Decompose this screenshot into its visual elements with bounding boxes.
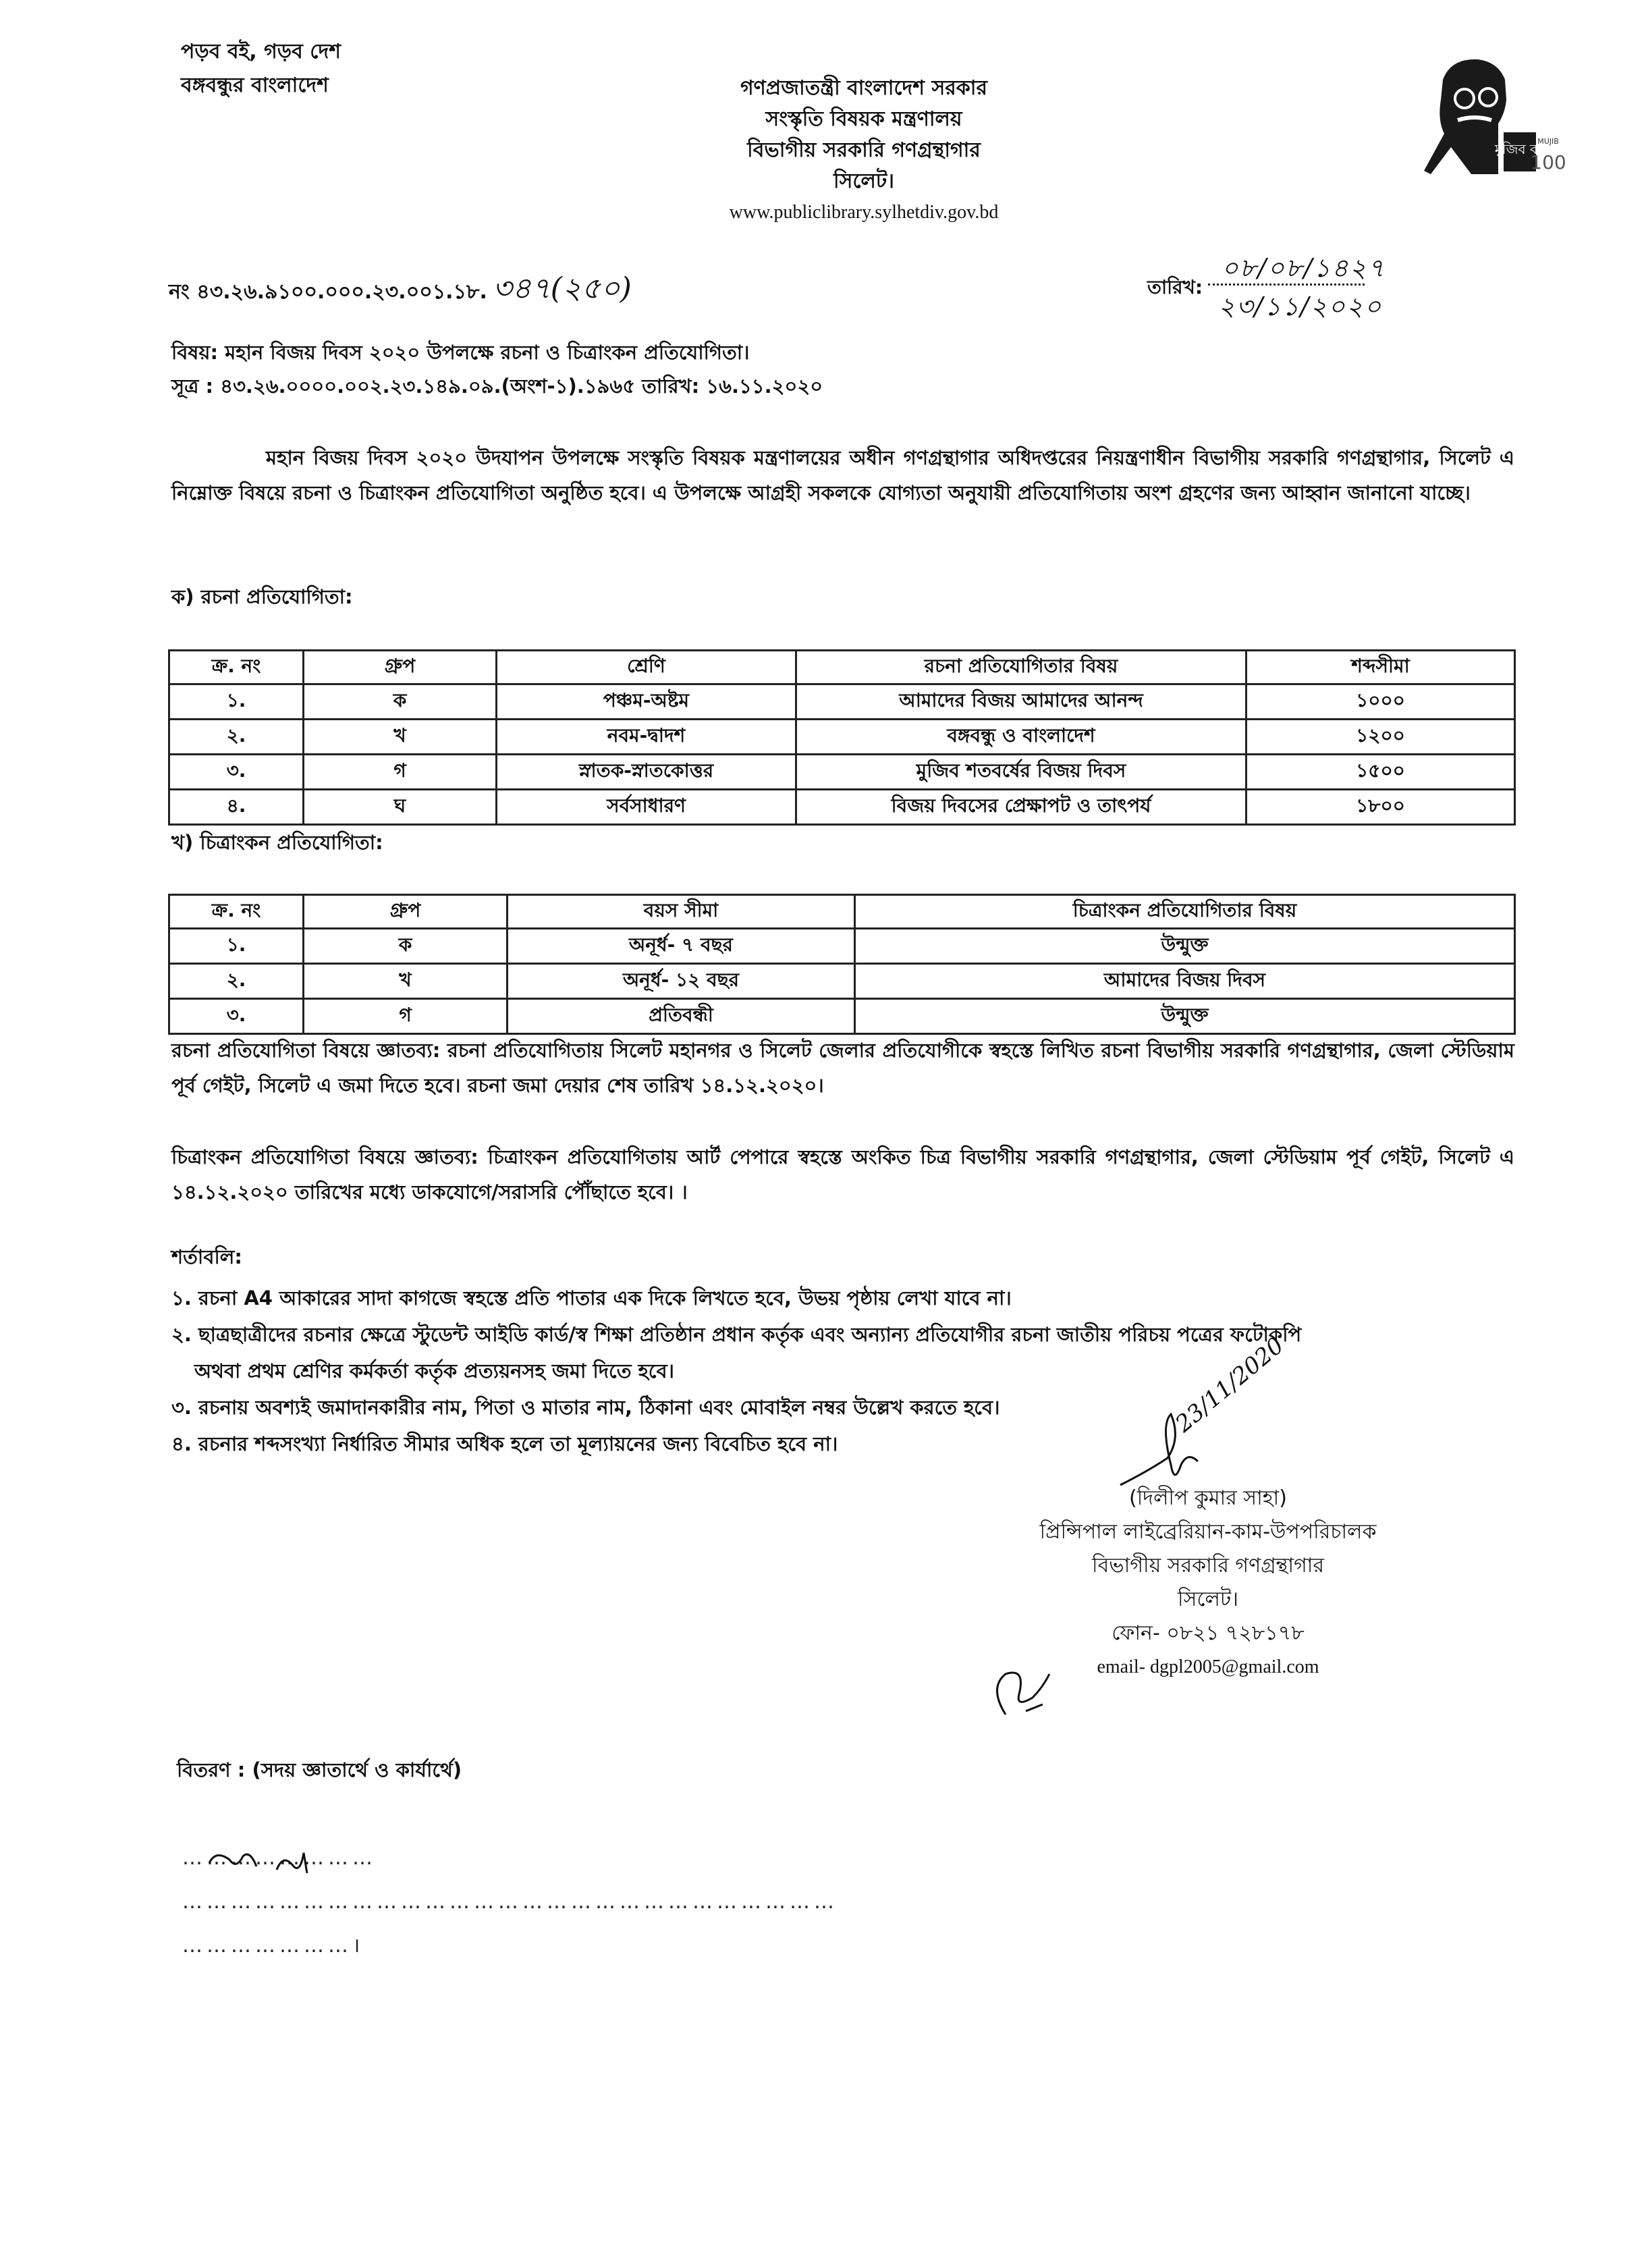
- condition-item: ৪. রচনার শব্দসংখ্যা নির্ধারিত সীমার অধিক হলে তা মূল্যায়নের জন্য বিবেচিত হবে না।: [171, 1432, 838, 1455]
- slogan-line-2: বঙ্গবন্ধুর বাংলাদেশ: [181, 74, 329, 97]
- essay-note: রচনা প্রতিযোগিতা বিষয়ে জ্ঞাতব্য: রচনা প্রতিযোগিতায় সিলেট মহানগর ও সিলেট জেলার প্রতিযোগীকে স্বহস্তে লিখিত রচনা বিভাগীয় সরকারি গণগ্রন্থাগার, জেলা স্টেডিয়াম পূর্ব গেইট, সিলেট এ জমা দিতে হবে। রচনা জমা দেয়ার শেষ তারিখ ১৪.১২.২০২০।: [171, 1039, 1514, 1097]
- table-cell: নবম-দ্বাদশ: [497, 720, 796, 755]
- condition-item: ২. ছাত্রছাত্রীদের রচনার ক্ষেত্রে স্টুডেন্ট আইডি কার্ড/স্ব শিক্ষা প্রতিষ্ঠান প্রধান কর্তৃক এবং অন্যান্য প্রতিযোগীর রচনা জাতীয় পরিচয় পত্রের ফটোকপি: [171, 1323, 1302, 1346]
- table-cell: বিজয় দিবসের প্রেক্ষাপট ও তাৎপর্য: [796, 790, 1246, 825]
- table-row: [169, 929, 1515, 964]
- table-cell: ২.: [169, 964, 304, 999]
- table-cell: ২.: [169, 720, 304, 755]
- table-cell: ১২০০: [1246, 720, 1515, 755]
- signatory-name: (দিলীপ কুমার সাহা): [1129, 1486, 1287, 1510]
- table-cell: উন্মুক্ত: [855, 999, 1515, 1034]
- condition-item-continued: অথবা প্রথম শ্রেণির কর্মকর্তা কর্তৃক প্রত্যয়নসহ জমা দিতে হবে।: [194, 1359, 674, 1382]
- table-cell: ১৮০০: [1246, 790, 1515, 825]
- conditions-list: [171, 1280, 1514, 1462]
- svg-text:MUJIB: MUJIB: [1537, 137, 1559, 146]
- memo-number-handwritten: ৩৪৭(২৫০): [492, 271, 632, 306]
- memo-number: [169, 266, 632, 315]
- table-cell: সর্বসাধারণ: [497, 790, 796, 825]
- table-cell: আমাদের বিজয় দিবস: [855, 964, 1515, 999]
- officer-signature: [1107, 1411, 1309, 1485]
- table-cell: ৩.: [169, 999, 304, 1034]
- table-cell: অনূর্ধ- ৭ বছর: [508, 929, 855, 964]
- table-cell: খ: [304, 720, 497, 755]
- intro-paragraph: মহান বিজয় দিবস ২০২০ উদযাপন উপলক্ষে সংস্কৃতি বিষয়ক মন্ত্রণালয়ের অধীন গণগ্রন্থাগার অধিদপ্তরের নিয়ন্ত্রণাধীন বিভাগীয় সরকারি গণগ্রন্থাগার, সিলেট এ নিম্নোক্ত বিষয়ে রচনা ও চিত্রাংকন প্রতিযোগিতা অনুষ্ঠিত হবে। এ উপলক্ষে আগ্রহী সকলকে যোগ্যতা অনুযায়ী প্রতিযোগিতায় অংশ গ্রহণের জন্য আহ্বান জানানো যাচ্ছে।: [171, 446, 1514, 504]
- initial-signature: [985, 1660, 1060, 1721]
- conditions-title: শর্তাবলি:: [171, 1245, 242, 1268]
- signature-date: 23/11/2020: [1170, 1332, 1290, 1438]
- table-cell: মুজিব শতবর্ষের বিজয় দিবস: [796, 755, 1246, 790]
- table-cell: স্নাতক-স্নাতকোত্তর: [497, 755, 796, 790]
- distribution-line-1: ……………………: [182, 1846, 377, 1870]
- table-cell: ৩.: [169, 755, 304, 790]
- drawing-note: চিত্রাংকন প্রতিযোগিতা বিষয়ে জ্ঞাতব্য: চিত্রাংকন প্রতিযোগিতায় আর্ট পেপারে স্বহস্তে অংকিত চিত্র বিভাগীয় সরকারি গণগ্রন্থাগার, জেলা স্টেডিয়াম পূর্ব গেইট, সিলেট এ ১৪.১২.২০২০ তারিখের মধ্যে ডাকযোগে/সরাসরি পৌঁছাতে হবে। ।: [171, 1145, 1514, 1204]
- memo-number-prefix: নং ৪৩.২৬.৯১০০.০০০.২৩.০০১.১৮.: [169, 280, 487, 304]
- distribution-label: বিতরণ : (সদয় জ্ঞাতার্থে ও কার্যার্থে): [177, 1758, 462, 1781]
- signatory-email: email- dgpl2005@gmail.com: [1097, 1656, 1319, 1677]
- drawing-section-label: খ) চিত্রাংকন প্রতিযোগিতা:: [171, 831, 383, 854]
- subject-line: বিষয়: মহান বিজয় দিবস ২০২০ উপলক্ষে রচনা ও চিত্রাংকন প্রতিযোগিতা।: [171, 341, 750, 364]
- table-row: [169, 720, 1515, 755]
- table-row: [169, 964, 1515, 999]
- table-cell: অনূর্ধ- ১২ বছর: [508, 964, 855, 999]
- handwritten-distribution-signature: [202, 1843, 337, 1883]
- reference-line: সূত্র : ৪৩.২৬.০০০০.০০২.২৩.১৪৯.০৯.(অংশ-১).১৯৬৫ তারিখ: ১৬.১১.২০২০: [171, 375, 823, 398]
- table-cell: পঞ্চম-অষ্টম: [497, 684, 796, 720]
- table-row: [169, 684, 1515, 720]
- letterhead-city: সিলেট।: [833, 169, 894, 193]
- distribution-line-2: ………………………………………………………………………: [182, 1890, 838, 1914]
- table-row: [169, 755, 1515, 790]
- table-cell: ১৫০০: [1246, 755, 1515, 790]
- table-cell: আমাদের বিজয় আমাদের আনন্দ: [796, 684, 1246, 720]
- letterhead-government: গণপ্রজাতন্ত্রী বাংলাদেশ সরকার: [740, 76, 987, 100]
- table-header-row: [169, 895, 1515, 929]
- table-cell: বঙ্গবন্ধু ও বাংলাদেশ: [796, 720, 1246, 755]
- column-header: ক্র. নং: [169, 651, 304, 684]
- table-cell: ঘ: [304, 790, 497, 825]
- letterhead-office: বিভাগীয় সরকারি গণগ্রন্থাগার: [747, 138, 981, 162]
- table-cell: ১০০০: [1246, 684, 1515, 720]
- column-header: চিত্রাংকন প্রতিযোগিতার বিষয়: [855, 895, 1515, 929]
- signatory-city: সিলেট।: [1178, 1588, 1238, 1611]
- svg-text:মুজিব বর্ষ: মুজিব বর্ষ: [1494, 141, 1545, 157]
- column-header: শ্রেণি: [497, 651, 796, 684]
- website-link: www.publiclibrary.sylhetdiv.gov.bd: [729, 202, 999, 223]
- column-header: গ্রুপ: [304, 651, 497, 684]
- table-cell: ক: [304, 929, 508, 964]
- table-header-row: [169, 651, 1515, 684]
- date-bangla-handwritten: ০৮/০৮/১৪২৭: [1222, 253, 1386, 283]
- column-header: বয়স সীমা: [508, 895, 855, 929]
- essay-section-label: ক) রচনা প্রতিযোগিতা:: [171, 585, 353, 608]
- date-label: তারিখ:: [1147, 276, 1203, 298]
- distribution-line-3: …………………।: [182, 1934, 364, 1958]
- table-cell: উন্মুক্ত: [855, 929, 1515, 964]
- date-handwritten: ২৩/১১/২০২০: [1218, 292, 1383, 321]
- column-header: গ্রুপ: [304, 895, 508, 929]
- table-cell: ক: [304, 684, 497, 720]
- slogan-line-1: পড়ব বই, গড়ব দেশ: [181, 40, 341, 63]
- condition-item: ৩. রচনায় অবশ্যই জমাদানকারীর নাম, পিতা ও মাতার নাম, ঠিকানা এবং মোবাইল নম্বর উল্লেখ করতে হবে।: [171, 1396, 1000, 1419]
- signatory-block: [1012, 1482, 1404, 1684]
- table-cell: প্রতিবন্ধী: [508, 999, 855, 1034]
- letterhead-ministry: সংস্কৃতি বিষয়ক মন্ত্রণালয়: [765, 107, 962, 131]
- signatory-office: বিভাগীয় সরকারি গণগ্রন্থাগার: [1092, 1554, 1324, 1577]
- essay-table: [168, 649, 1516, 826]
- condition-item: ১. রচনা A4 আকারের সাদা কাগজে স্বহস্তে প্রতি পাতার এক দিকে লিখতে হবে, উভয় পৃষ্ঠায় লেখা যাবে না।: [171, 1287, 1012, 1310]
- table-row: [169, 999, 1515, 1034]
- signatory-designation: প্রিন্সিপাল লাইব্রেরিয়ান-কাম-উপপরিচালক: [1039, 1520, 1377, 1544]
- table-cell: ১.: [169, 684, 304, 720]
- table-row: [169, 790, 1515, 825]
- drawing-table: [168, 894, 1516, 1035]
- column-header: শব্দসীমা: [1246, 651, 1515, 684]
- column-header: রচনা প্রতিযোগিতার বিষয়: [796, 651, 1246, 684]
- svg-text:100: 100: [1530, 151, 1566, 173]
- table-cell: খ: [304, 964, 508, 999]
- column-header: ক্র. নং: [169, 895, 304, 929]
- table-cell: গ: [304, 999, 508, 1034]
- table-cell: ৪.: [169, 790, 304, 825]
- signatory-phone: ফোন- ০৮২১ ৭২৮১৭৮: [1112, 1621, 1305, 1645]
- letterhead: [607, 73, 1120, 228]
- mujib-borsho-portrait-icon: [1404, 53, 1566, 174]
- table-cell: গ: [304, 755, 497, 790]
- table-cell: ১.: [169, 929, 304, 964]
